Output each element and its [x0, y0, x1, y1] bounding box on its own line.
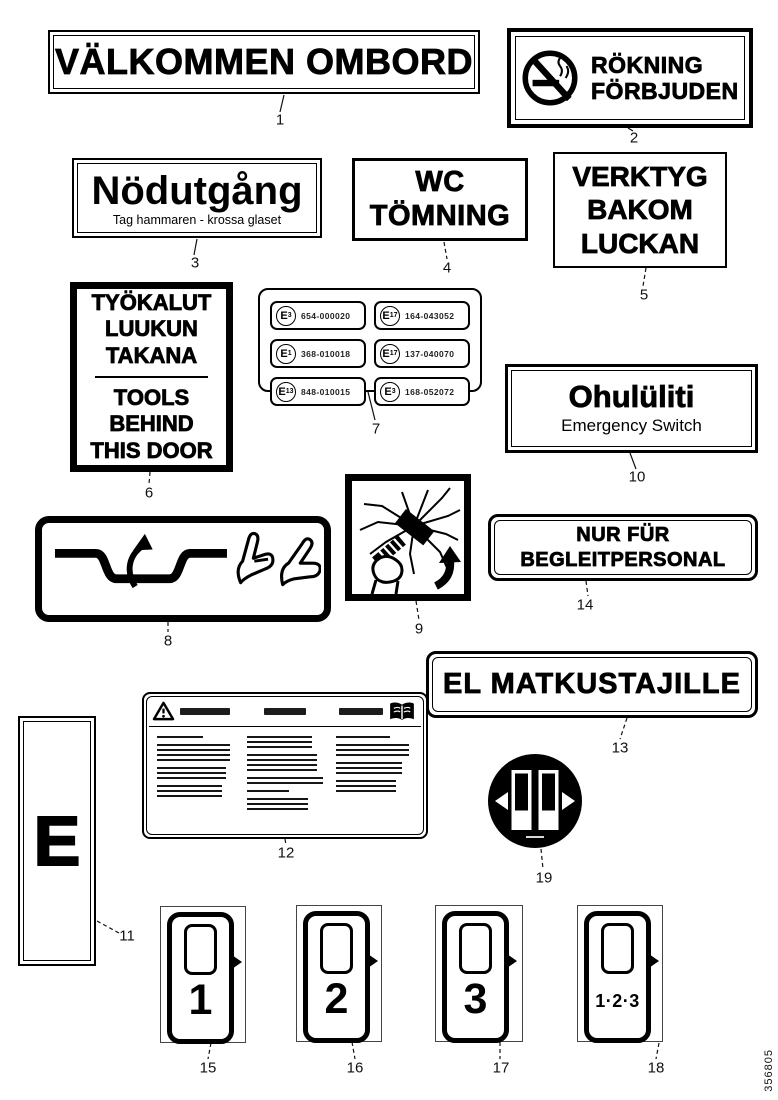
- callout-number: 12: [277, 844, 295, 862]
- decal-door-roundel: [487, 753, 583, 849]
- callout-number: 14: [576, 596, 594, 614]
- emark-plate: E 17 137-040070: [374, 339, 470, 368]
- emergency-switch-subtitle: Emergency Switch: [561, 415, 702, 435]
- instruction-fine-print: [144, 727, 426, 816]
- emark-circle-icon: E 3: [276, 306, 296, 326]
- decal-emergency-switch: [505, 364, 758, 453]
- emark-plate: E 3 168-052072: [374, 377, 470, 406]
- callout-number: 11: [119, 927, 135, 945]
- door-button-icon: 1: [167, 912, 234, 1044]
- callout-number: 18: [647, 1059, 665, 1077]
- callout-number: 7: [371, 420, 381, 438]
- door-button-icon: 3: [442, 911, 509, 1043]
- decal-no-smoking: [507, 28, 753, 128]
- door-button-icon: 2: [303, 911, 370, 1043]
- door-button-icon: 1·2·3: [584, 911, 651, 1043]
- emergency-exit-title: Nödutgång: [91, 168, 303, 213]
- emergency-switch-title: Ohulüliti: [568, 379, 695, 415]
- decal-tools-behind-door-fi-en: TYÖKALUT LUUKUN TAKANA TOOLS BEHIND THIS DOOR: [70, 282, 233, 472]
- callout-number: 3: [190, 254, 200, 272]
- door-button-window: [320, 923, 353, 974]
- callout-number: 6: [144, 484, 154, 502]
- door-button-window: [184, 924, 217, 975]
- no-smoking-icon: [517, 45, 583, 111]
- emark-plate: E 13 848-010015: [270, 377, 366, 406]
- manual-book-icon: [388, 701, 416, 722]
- decal-door-button-1: [160, 906, 246, 1043]
- decal-attendants-only: NUR FÜR BEGLEITPERSONAL: [488, 514, 758, 581]
- emark-circle-icon: E 3: [380, 382, 400, 402]
- callout-number: 5: [639, 286, 649, 304]
- warning-triangle-icon: [152, 701, 175, 721]
- decal-wc-emptying: WC TÖMNING: [352, 158, 528, 241]
- emark-circle-icon: E 1: [276, 344, 296, 364]
- door-button-window: [601, 923, 634, 974]
- decal-exit-letter-e: E: [18, 716, 96, 966]
- hammer-break-glass-icon: [352, 482, 464, 594]
- emark-circle-icon: E 17: [380, 306, 400, 326]
- decal-instruction-plate: [142, 692, 428, 839]
- decal-door-button-123: [577, 905, 663, 1042]
- arrow-right-icon: [365, 952, 378, 970]
- callout-number: 4: [442, 259, 452, 277]
- decal-welcome-aboard: [48, 30, 480, 94]
- decal-door-button-2: [296, 905, 382, 1042]
- callout-number: 15: [199, 1059, 217, 1077]
- callout-number: 16: [346, 1059, 364, 1077]
- callout-number: 2: [629, 129, 639, 147]
- callout-number: 13: [611, 739, 629, 757]
- callout-number: 19: [535, 869, 553, 887]
- header-text-illegible: [180, 708, 230, 715]
- figure-part-number: 356805: [763, 1049, 775, 1092]
- instruction-plate-header: [144, 694, 426, 726]
- decal-door-button-3: [435, 905, 523, 1042]
- arrow-right-icon: [504, 952, 517, 970]
- header-text-illegible: [264, 708, 306, 715]
- header-text-illegible: [339, 708, 383, 715]
- callout-number: 10: [628, 468, 646, 486]
- emark-plate: E 17 164-043052: [374, 301, 470, 330]
- decal-welcome-text: VÄLKOMMEN OMBORD: [55, 41, 473, 82]
- decal-type-approval-emarks: [258, 288, 482, 398]
- callout-number: 9: [414, 620, 424, 638]
- door-open-pictogram-icon: [487, 753, 583, 849]
- decal-passengers: EL MATKUSTAJILLE: [426, 651, 758, 718]
- callout-number: 17: [492, 1059, 510, 1077]
- decal-hatch-open-pictogram: [35, 516, 331, 622]
- emergency-exit-subtitle: Tag hammaren - krossa glaset: [112, 212, 282, 227]
- emark-circle-icon: E 17: [380, 344, 400, 364]
- decal-emergency-exit: [72, 158, 322, 238]
- emark-circle-icon: E 13: [276, 382, 296, 402]
- decal-tools-behind-hatch-sv: VERKTYG BAKOM LUCKAN: [553, 152, 727, 268]
- decal-break-glass-pictogram: [345, 474, 471, 601]
- divider-line: [95, 376, 208, 378]
- hatch-open-pictogram-icon: [45, 526, 321, 612]
- emark-plate: E 1 368-010018: [270, 339, 366, 368]
- no-smoking-text: RÖKNING FÖRBJUDEN: [591, 51, 739, 104]
- emark-plate: E 3 654-000020: [270, 301, 366, 330]
- door-button-window: [459, 923, 492, 974]
- arrow-right-icon: [646, 952, 659, 970]
- callout-number: 8: [163, 632, 173, 650]
- arrow-right-icon: [229, 953, 242, 971]
- callout-number: 1: [275, 111, 285, 129]
